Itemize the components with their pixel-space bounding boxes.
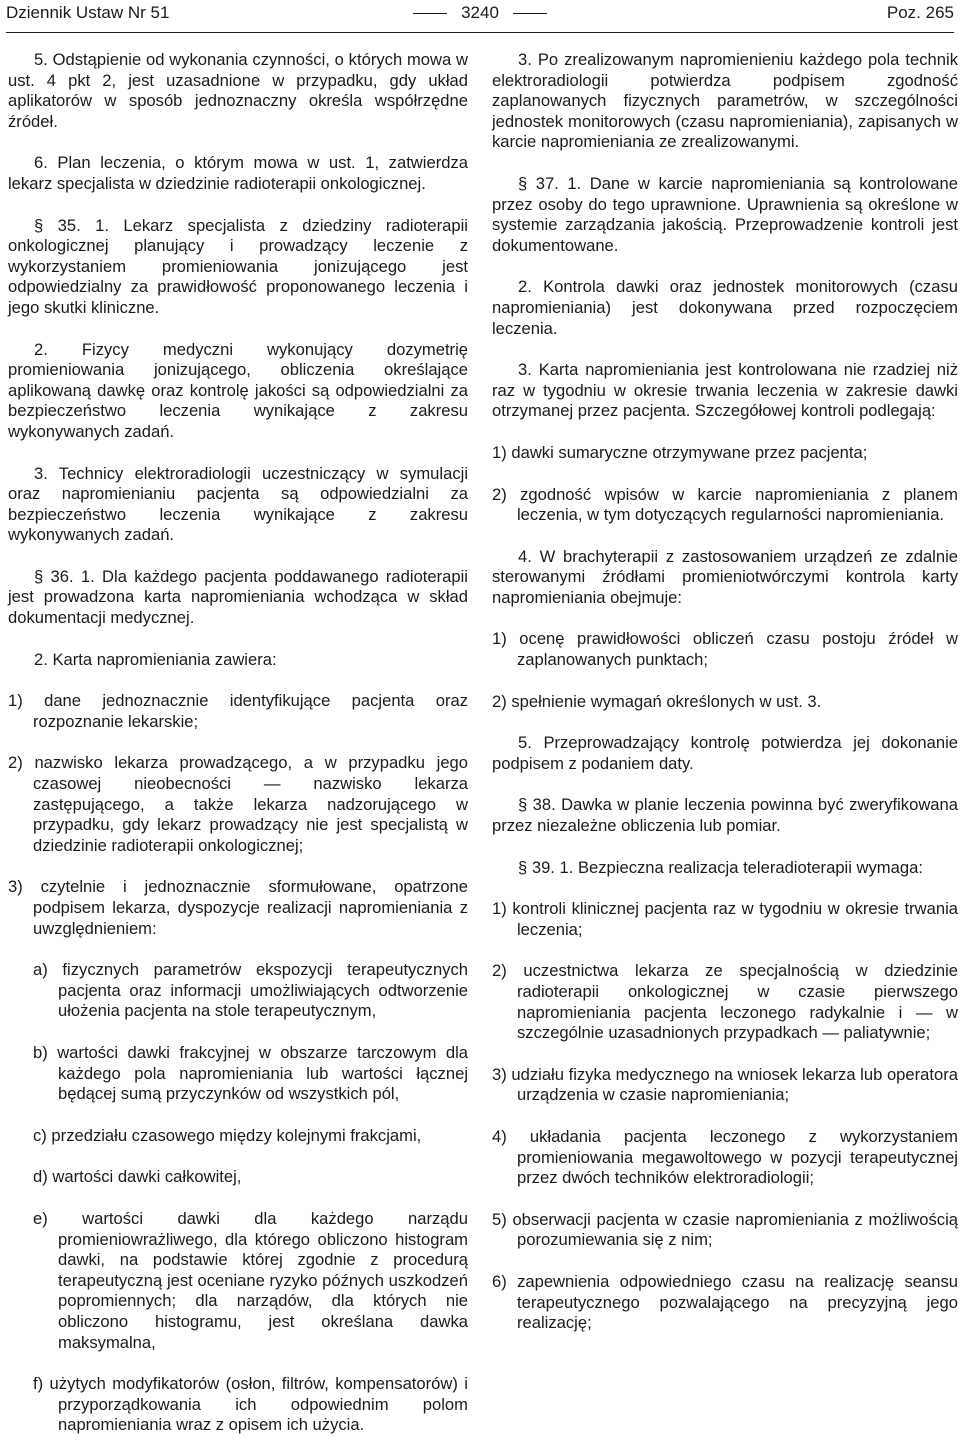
paragraph-gap bbox=[492, 940, 958, 961]
journal-title: Dziennik Ustaw Nr 51 bbox=[6, 3, 170, 22]
paragraph-gap bbox=[8, 1188, 468, 1209]
paragraph: 2. Fizycy medyczni wykonujący dozymetrię promieniowania jonizującego, obliczenia określające aplikowaną dawkę oraz kontrolę jakości są odpowiedzialni za bezpieczeństwo leczenia wynikające z zakresu wykonywanych zadań. bbox=[8, 339, 468, 441]
paragraph-gap bbox=[492, 339, 958, 360]
paragraph-gap bbox=[492, 1251, 958, 1272]
sub-list-item: c) przedziału czasowego między kolejnymi frakcjami, bbox=[33, 1125, 422, 1145]
list-item: 2) zgodność wpisów w karcie napromieniania z planem leczenia, w tym dotyczących regularności napromieniania. bbox=[492, 484, 958, 525]
paragraph-gap bbox=[8, 1146, 468, 1167]
paragraph-gap bbox=[8, 319, 468, 340]
right-column bbox=[492, 50, 958, 1334]
page-number: 3240 bbox=[461, 3, 499, 22]
sub-list-item: e) wartości dawki dla każdego narządu promieniowrażliwego, dla którego obliczono histogram dawki, na podstawie której zgodnie z procedurą terapeutyczną jest oceniane ryzyko późnych uszkodzeń popromiennych; dla narządów, dla których nie obliczono histogramu, jest określana dawka maksymalna, bbox=[33, 1208, 468, 1352]
list-item: 2) nazwisko lekarza prowadzącego, a w przypadku jego czasowej nieobecności — nazwisko lekarza zastępującego, a także lekarza nadzorującego w przypadku, gdy lekarz prowadzący nie jest specjalistą w dziedzinie radioterapii onkologicznej; bbox=[8, 753, 468, 855]
paragraph-gap bbox=[492, 464, 958, 485]
paragraph-gap bbox=[492, 878, 958, 899]
list-item: 5) obserwacji pacjenta w czasie napromieniania z możliwością porozumiewania się z nim; bbox=[492, 1209, 958, 1250]
list-item: 3) czytelnie i jednoznacznie sformułowane, opatrzone podpisem lekarza, dyspozycje realizacji napromieniania z uwzględnieniem: bbox=[8, 877, 468, 938]
list-item: 2) spełnienie wymagań określonych w ust. 3. bbox=[492, 691, 822, 711]
dash-right bbox=[513, 13, 547, 14]
page-number-wrap bbox=[6, 3, 954, 23]
paragraph-gap bbox=[492, 526, 958, 547]
paragraph-gap bbox=[8, 856, 468, 877]
paragraph-gap bbox=[8, 629, 468, 650]
paragraph-gap bbox=[492, 1189, 958, 1210]
paragraph-gap bbox=[492, 608, 958, 629]
paragraph-gap bbox=[8, 1022, 468, 1043]
sub-list-item: d) wartości dawki całkowitej, bbox=[33, 1167, 242, 1187]
list-item: 2) uczestnictwa lekarza ze specjalnością w dziedzinie radioterapii onkologicznej w czasie pierwszego napromieniania pacjenta leczonego radykalnie i — w szczególnie uzasadnionych przypadkach — paliatywnie; bbox=[492, 961, 958, 1043]
paragraph: 5. Przeprowadzający kontrolę potwierdza jej dokonanie podpisem z podaniem daty. bbox=[492, 733, 958, 773]
page-header bbox=[6, 3, 954, 25]
paragraph-gap bbox=[492, 671, 958, 692]
sub-list-item: b) wartości dawki frakcyjnej w obszarze tarczowym dla każdego pola napromieniania lub wartości łącznej będącej sumą przyczynków od wszystkich pól, bbox=[33, 1042, 468, 1104]
list-item: 1) dawki sumaryczne otrzymywane przez pacjenta; bbox=[492, 442, 868, 462]
paragraph-gap bbox=[492, 774, 958, 795]
list-item: 6) zapewnienia odpowiedniego czasu na realizację seansu terapeutycznego pozwalającego na precyzyjną jego realizację; bbox=[492, 1271, 958, 1333]
paragraph-gap bbox=[492, 153, 958, 174]
paragraph-gap bbox=[8, 546, 468, 567]
paragraph: 4. W brachyterapii z zastosowaniem urządzeń ze zdalnie sterowanymi źródłami promieniotwórczymi kontrola karty napromieniania obejmuje: bbox=[492, 546, 958, 607]
paragraph: 6. Plan leczenia, o którym mowa w ust. 1, zatwierdza lekarz specjalista w dziedzinie radioterapii onkologicznej. bbox=[8, 153, 468, 193]
list-item: 1) dane jednoznacznie identyfikujące pacjenta oraz rozpoznanie lekarskie; bbox=[8, 691, 468, 731]
paragraph: § 37. 1. Dane w karcie napromieniania są kontrolowane przez osoby do tego uprawnione. Uprawnienia są określone w systemie zarządzania jakością. Przeprowadzenie kontroli jest dokumentowane. bbox=[492, 173, 958, 255]
paragraph: § 35. 1. Lekarz specjalista z dziedziny radioterapii onkologicznej planujący i prowadzący leczenie z wykorzystaniem promieniowania jonizującego jest odpowiedzialny za prawidłowość proponowanego leczenia i jego skutki kliniczne. bbox=[8, 215, 468, 317]
paragraph-gap bbox=[8, 939, 468, 960]
paragraph-gap bbox=[8, 1105, 468, 1126]
paragraph-gap bbox=[8, 732, 468, 753]
paragraph: 2. Kontrola dawki oraz jednostek monitorowych (czasu napromieniania) jest dokonywana przed rozpoczęciem leczenia. bbox=[492, 277, 958, 338]
paragraph: § 38. Dawka w planie leczenia powinna być zweryfikowana przez niezależne obliczenia lub pomiar. bbox=[492, 795, 958, 836]
sub-list-item: f) użytych modyfikatorów (osłon, filtrów, kompensatorów) i przyporządkowania ich odpowiednim polom napromieniania wraz z opisem ich użycia. bbox=[33, 1374, 468, 1435]
list-item: 3) udziału fizyka medycznego na wniosek lekarza lub operatora urządzenia w czasie napromieniania; bbox=[492, 1064, 958, 1105]
paragraph-gap bbox=[8, 1353, 468, 1374]
left-column bbox=[8, 50, 468, 1436]
paragraph-gap bbox=[8, 670, 468, 691]
paragraph-gap bbox=[492, 712, 958, 733]
dash-left bbox=[413, 13, 447, 14]
position-number: Poz. 265 bbox=[886, 3, 954, 22]
paragraph: 3. Karta napromieniania jest kontrolowana nie rzadziej niż raz w tygodniu w okresie trwania leczenia w zakresie dawki otrzymanej przez pacjenta. Szczegółowej kontroli podlegają: bbox=[492, 360, 958, 421]
paragraph-gap bbox=[8, 195, 468, 216]
paragraph: 2. Karta napromieniania zawiera: bbox=[34, 649, 277, 669]
paragraph: 3. Technicy elektroradiologii uczestniczący w symulacji oraz napromienianiu pacjenta są odpowiedzialni za bezpieczeństwo leczenia wynikające z zakresu wykonywanych zadań. bbox=[8, 463, 468, 545]
paragraph-gap bbox=[492, 1106, 958, 1127]
paragraph: § 39. 1. Bezpieczna realizacja teleradioterapii wymaga: bbox=[518, 857, 923, 877]
paragraph-gap bbox=[492, 837, 958, 858]
paragraph: 5. Odstąpienie od wykonania czynności, o których mowa w ust. 4 pkt 2, jest uzasadnione w przypadku, gdy układ aplikatorów w sposób jednoznaczny określa współrzędne źródeł. bbox=[8, 50, 468, 131]
list-item: 1) kontroli klinicznej pacjenta raz w tygodniu w okresie trwania leczenia; bbox=[492, 899, 958, 939]
paragraph-gap bbox=[492, 1044, 958, 1065]
sub-list-item: a) fizycznych parametrów ekspozycji terapeutycznych pacjenta oraz informacji umożliwiających odtworzenie ułożenia pacjenta na stole terapeutycznym, bbox=[33, 960, 468, 1021]
paragraph-gap bbox=[8, 443, 468, 464]
list-item: 1) ocenę prawidłowości obliczeń czasu postoju źródeł w zaplanowanych punktach; bbox=[492, 629, 958, 670]
paragraph-gap bbox=[492, 256, 958, 277]
paragraph: § 36. 1. Dla każdego pacjenta poddawanego radioterapii jest prowadzona karta napromieniania wchodząca w skład dokumentacji medycznej. bbox=[8, 566, 468, 628]
list-item: 4) układania pacjenta leczonego z wykorzystaniem promieniowania megawoltowego w pozycji terapeutycznej przez dwóch techników elektroradiologii; bbox=[492, 1126, 958, 1188]
paragraph-gap bbox=[8, 132, 468, 153]
paragraph-gap bbox=[492, 422, 958, 443]
paragraph: 3. Po zrealizowanym napromienieniu każdego pola technik elektroradiologii potwierdza podpisem zgodność zaplanowanych fizycznych parametrów, w szczególności jednostek monitorowych (czasu napromieniania), zapisanych w karcie napromieniania ze zrealizowanymi. bbox=[492, 50, 958, 152]
header-rule bbox=[6, 32, 954, 33]
